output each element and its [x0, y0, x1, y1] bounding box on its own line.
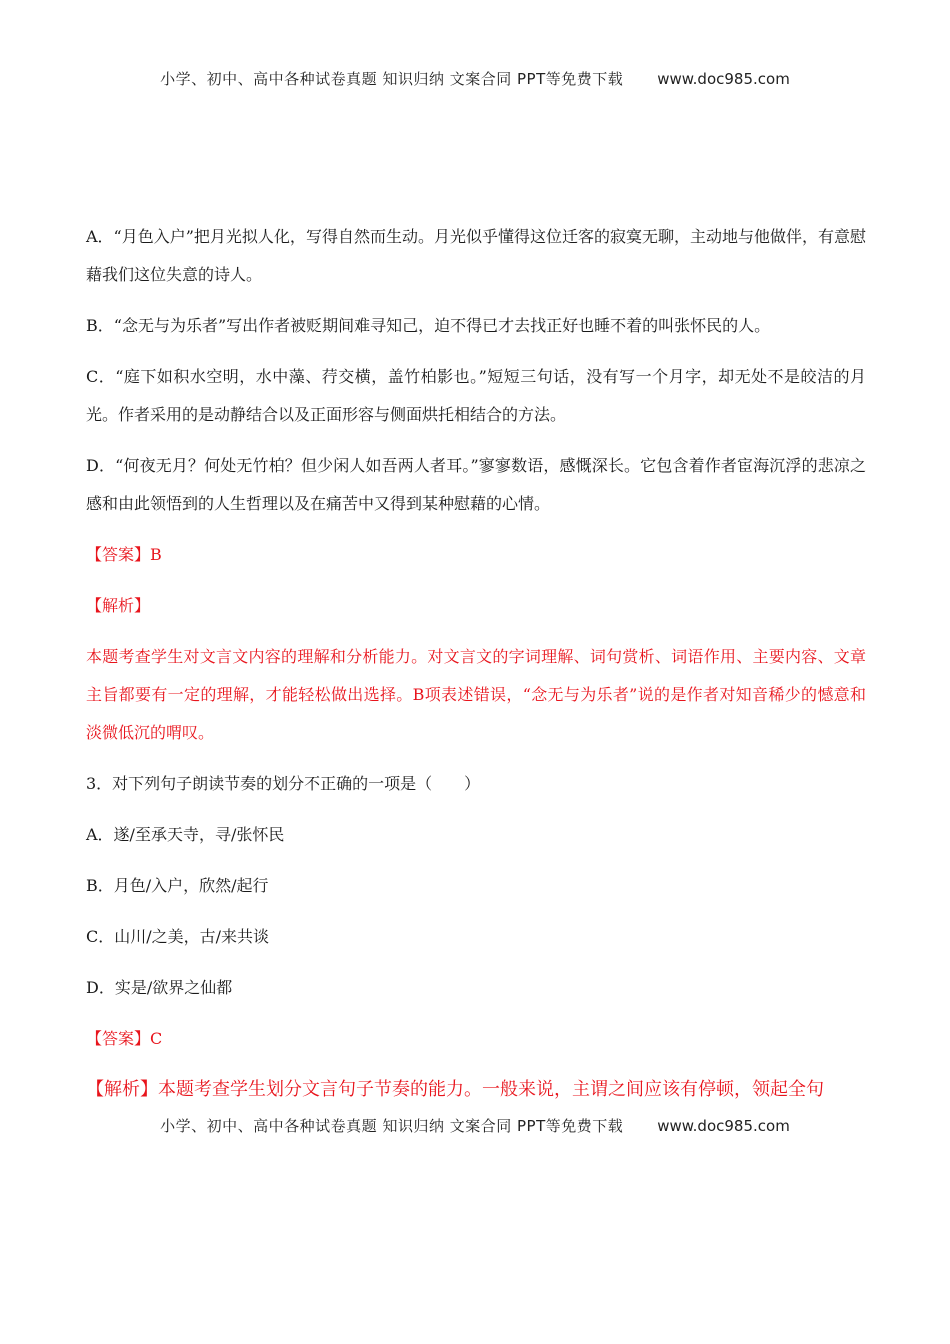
footer-url[interactable]: www.doc985.com: [657, 1117, 790, 1135]
q3-answer: [86, 1020, 866, 1058]
q2-option-d: D．“何夜无月？何处无竹柏？但少闲人如吾两人者耳。”寥寥数语，感慨深长。它包含着作者宦海沉浮的悲凉之感和由此领悟到的人生哲理以及在痛苦中又得到某种慰藉的心情。: [86, 456, 866, 513]
q3-stem: 3．对下列句子朗读节奏的划分不正确的一项是（ ）: [86, 774, 481, 793]
q3-option-c: C．山川/之美，古/来共谈: [86, 927, 270, 946]
footer-text: 小学、初中、高中各种试卷真题 知识归纳 文案合同 PPT等免费下载: [160, 1117, 624, 1135]
page-header: [0, 68, 950, 89]
q3-option-d: D．实是/欲界之仙都: [86, 978, 233, 997]
q2-analysis-text: 本题考查学生对文言文内容的理解和分析能力。对文言文的字词理解、词句赏析、词语作用、主要内容、文章主旨都要有一定的理解，才能轻松做出选择。B项表述错误，“念无与为乐者”说的是作者对知音稀少的憾意和淡微低沉的喟叹。: [86, 647, 866, 742]
q2-option-c: C．“庭下如积水空明，水中藻、荇交横，盖竹柏影也。”短短三句话，没有写一个月字，却无处不是皎洁的月光。作者采用的是动静结合以及正面形容与侧面烘托相结合的方法。: [86, 367, 866, 424]
document-body: [86, 218, 866, 1109]
q3-answer-label: 【答案】: [86, 1029, 151, 1048]
header-url[interactable]: www.doc985.com: [657, 70, 790, 88]
q2-answer-value: B: [150, 545, 162, 564]
page-footer: [0, 1115, 950, 1136]
q2-analysis-heading: [86, 587, 866, 625]
q3-option-b: B．月色/入户，欣然/起行: [86, 876, 269, 895]
q2-option-a: A．“月色入户”把月光拟人化，写得自然而生动。月光似乎懂得这位迁客的寂寞无聊，主动地与他做伴，有意慰藉我们这位失意的诗人。: [86, 227, 866, 284]
q2-answer-label: 【答案】: [86, 545, 151, 564]
q3-option-a: A．遂/至承天寺，寻/张怀民: [86, 825, 285, 844]
q3-analysis-text: 本题考查学生划分文言句子节奏的能力。一般来说，主谓之间应该有停顿，领起全句: [158, 1079, 824, 1100]
q2-option-b: B．“念无与为乐者”写出作者被贬期间难寻知己，迫不得已才去找正好也睡不着的叫张怀民的人。: [86, 316, 771, 335]
header-text: 小学、初中、高中各种试卷真题 知识归纳 文案合同 PPT等免费下载: [160, 70, 624, 88]
q3-answer-value: C: [150, 1029, 163, 1048]
q2-answer: [86, 536, 866, 574]
q2-analysis-label: 【解析】: [86, 596, 151, 615]
q3-analysis: [86, 1071, 866, 1109]
q3-analysis-label: 【解析】: [86, 1079, 158, 1100]
